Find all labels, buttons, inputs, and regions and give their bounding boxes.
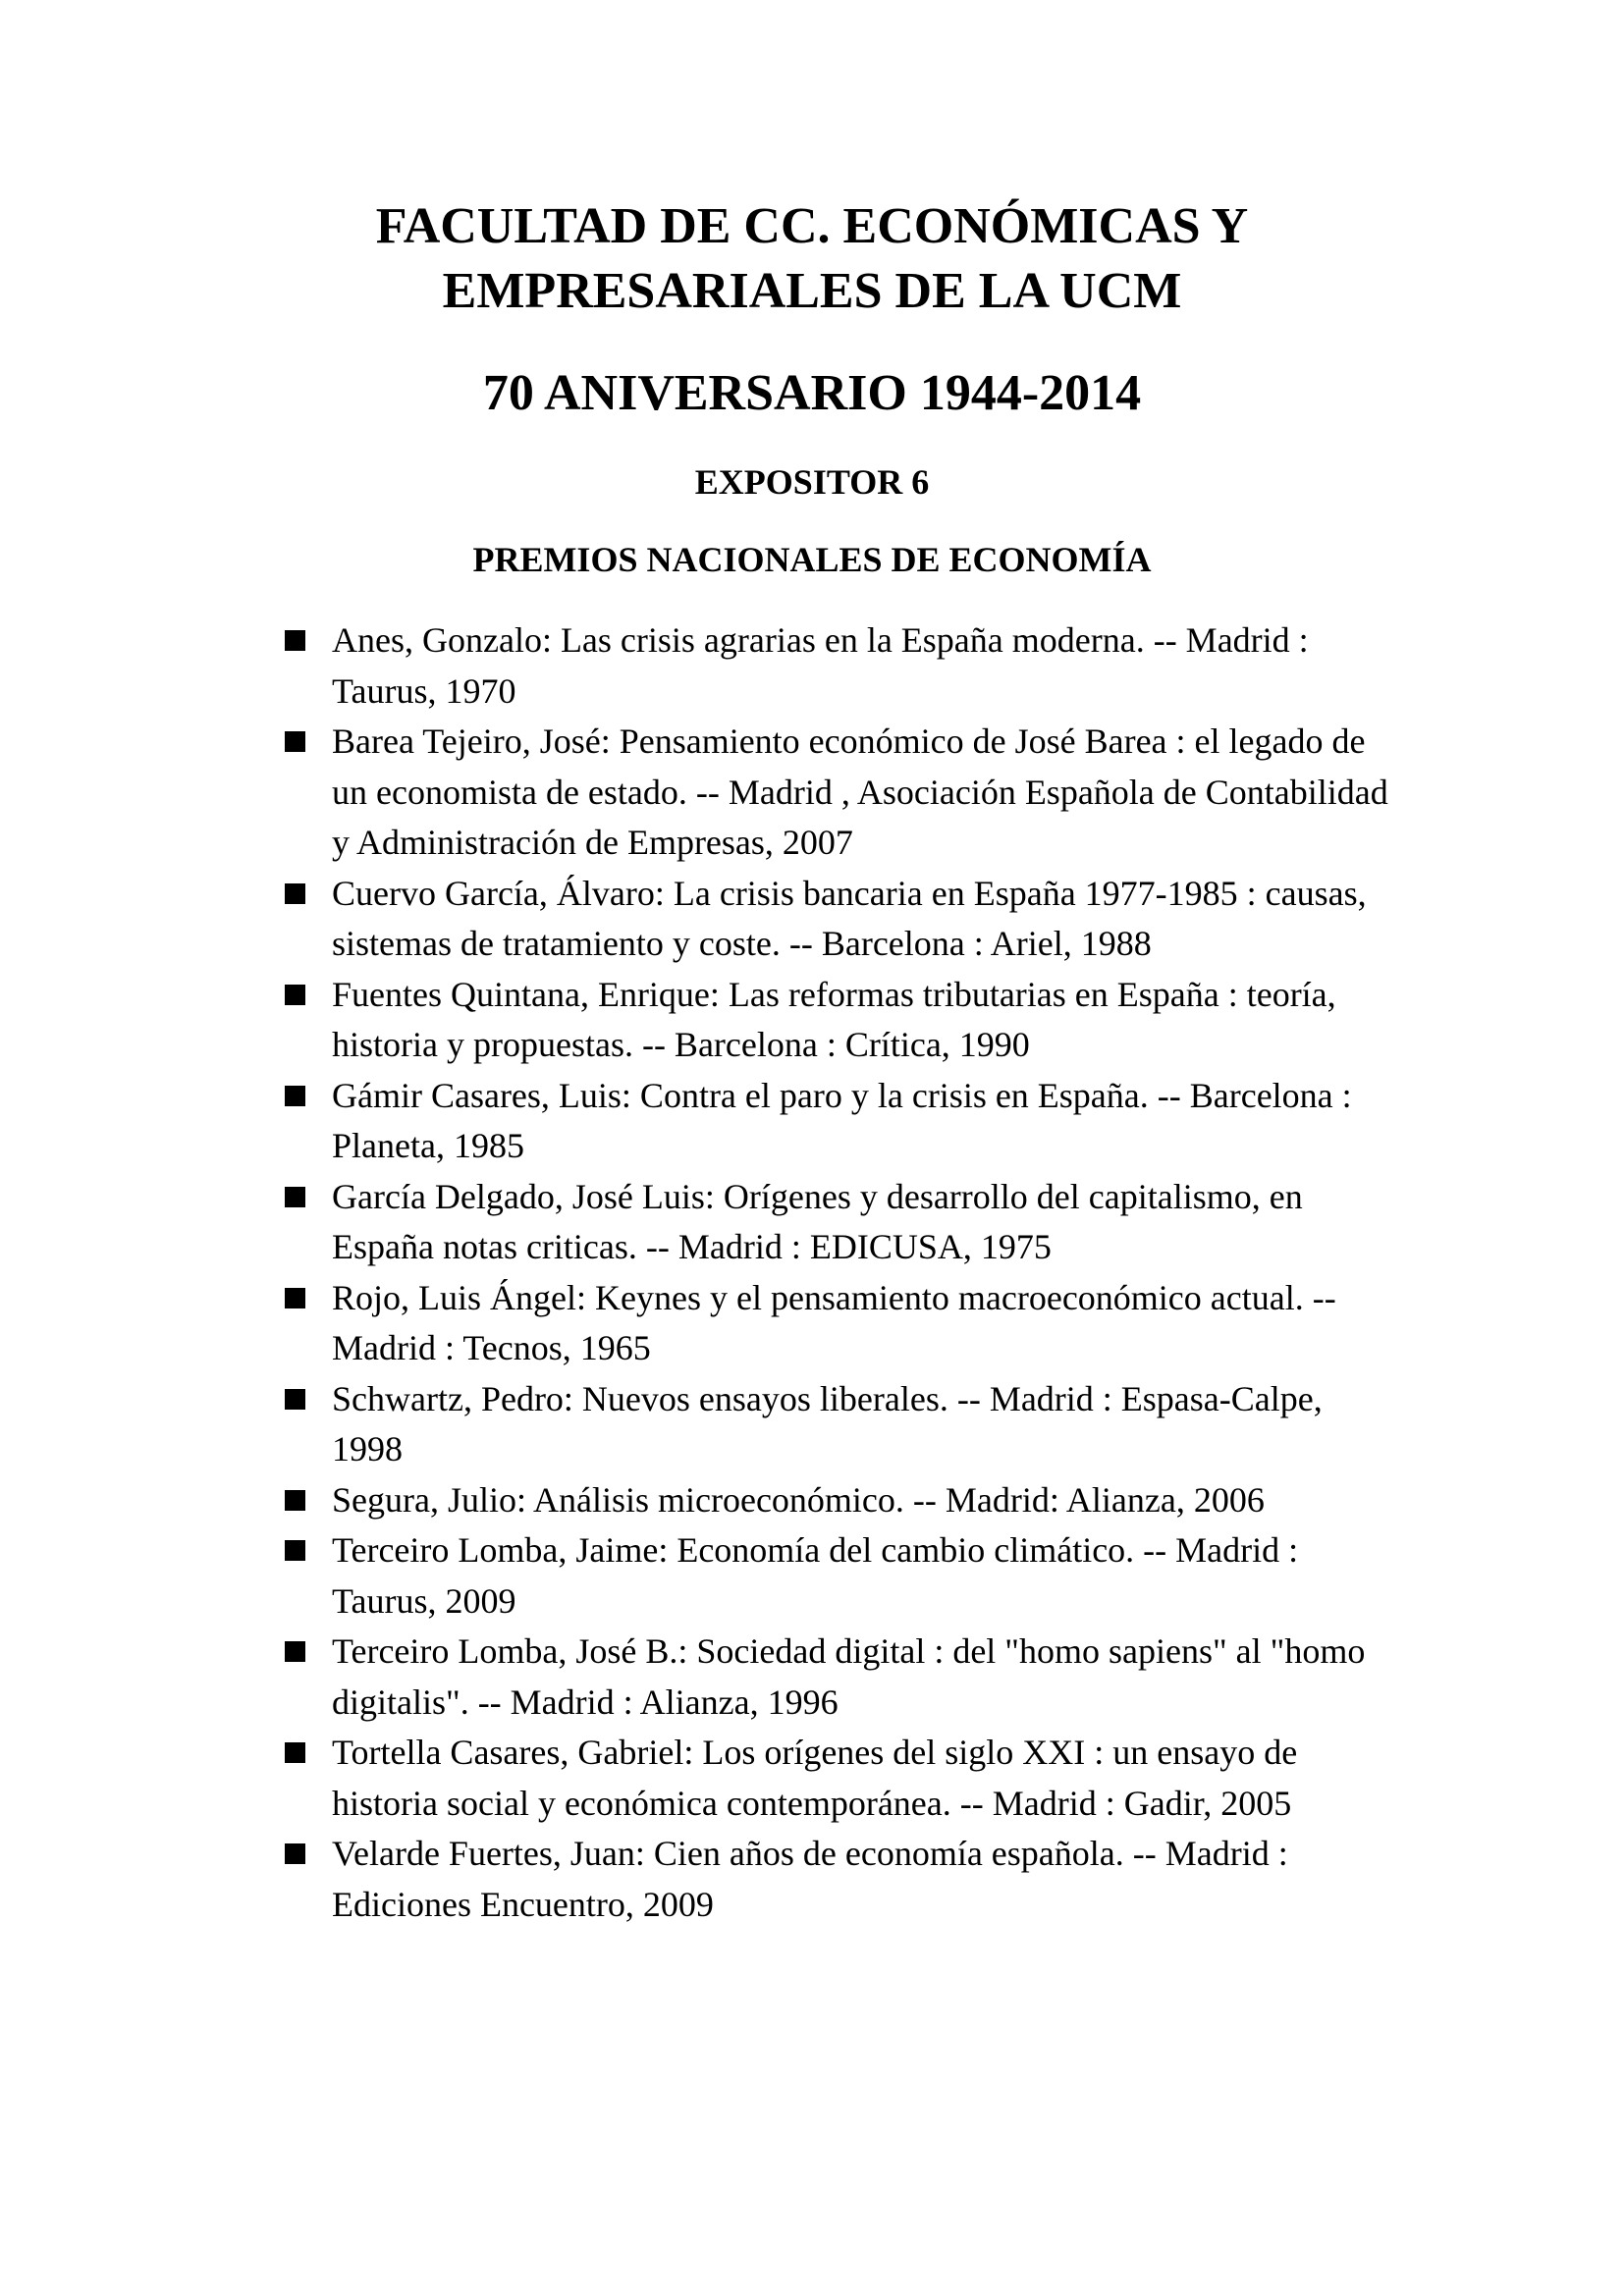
list-item <box>285 1728 1394 1829</box>
title-line-2: EMPRESARIALES DE LA UCM <box>442 263 1182 319</box>
square-bullet-icon <box>285 1490 305 1511</box>
entry-text: Fuentes Quintana, Enrique: Las reformas tributarias en España : teoría, historia y propuestas. -- Barcelona : Crítica, 1990 <box>332 974 1336 1064</box>
entry-text: Cuervo García, Álvaro: La crisis bancaria en España 1977-1985 : causas, sistemas de tratamiento y coste. -- Barcelona : Ariel, 1988 <box>332 873 1367 963</box>
entry-text: Terceiro Lomba, José B.: Sociedad digital : del "homo sapiens" al "homo digitalis". -- Madrid : Alianza, 1996 <box>332 1631 1366 1722</box>
entry-text: García Delgado, José Luis: Orígenes y desarrollo del capitalismo, en España notas criticas. -- Madrid : EDICUSA, 1975 <box>332 1176 1303 1266</box>
list-item <box>285 1172 1394 1273</box>
list-item <box>285 869 1394 970</box>
square-bullet-icon <box>285 1389 305 1410</box>
list-item <box>285 1273 1394 1374</box>
document-title <box>0 194 1624 324</box>
square-bullet-icon <box>285 883 305 904</box>
title-line-1: FACULTAD DE CC. ECONÓMICAS Y <box>375 198 1249 254</box>
square-bullet-icon <box>285 985 305 1005</box>
list-item <box>285 1071 1394 1172</box>
square-bullet-icon <box>285 731 305 752</box>
expositor-heading: EXPOSITOR 6 <box>694 462 930 502</box>
entry-text: Anes, Gonzalo: Las crisis agrarias en la España moderna. -- Madrid : Taurus, 1970 <box>332 620 1309 711</box>
entry-text: Rojo, Luis Ángel: Keynes y el pensamiento macroeconómico actual. -- Madrid : Tecnos, 1965 <box>332 1277 1336 1367</box>
entry-text: Velarde Fuertes, Juan: Cien años de economía española. -- Madrid : Ediciones Encuentro, 2009 <box>332 1834 1288 1924</box>
square-bullet-icon <box>285 1843 305 1864</box>
bibliography-list <box>285 615 1394 1930</box>
list-item <box>285 1374 1394 1475</box>
square-bullet-icon <box>285 1742 305 1763</box>
square-bullet-icon <box>285 1086 305 1106</box>
list-item <box>285 1475 1394 1526</box>
list-item <box>285 717 1394 869</box>
entry-text: Barea Tejeiro, José: Pensamiento económico de José Barea : el legado de un economista de estado. -- Madrid , Asociación Española de Contabilidad y Administración de Empresas, 2007 <box>332 721 1388 862</box>
square-bullet-icon <box>285 630 305 651</box>
list-item <box>285 615 1394 717</box>
list-item <box>285 1525 1394 1627</box>
entry-text: Segura, Julio: Análisis microeconómico. -- Madrid: Alianza, 2006 <box>332 1479 1265 1520</box>
section-title: PREMIOS NACIONALES DE ECONOMÍA <box>472 540 1152 579</box>
square-bullet-icon <box>285 1288 305 1308</box>
list-item <box>285 1829 1394 1930</box>
square-bullet-icon <box>285 1641 305 1662</box>
list-item <box>285 1627 1394 1728</box>
entry-text: Gámir Casares, Luis: Contra el paro y la crisis en España. -- Barcelona : Planeta, 1985 <box>332 1075 1352 1165</box>
anniversary-heading: 70 ANIVERSARIO 1944-2014 <box>482 365 1142 421</box>
entry-text: Terceiro Lomba, Jaime: Economía del cambio climático. -- Madrid : Taurus, 2009 <box>332 1530 1299 1621</box>
list-item <box>285 970 1394 1071</box>
square-bullet-icon <box>285 1540 305 1561</box>
entry-text: Schwartz, Pedro: Nuevos ensayos liberales. -- Madrid : Espasa-Calpe, 1998 <box>332 1378 1323 1468</box>
square-bullet-icon <box>285 1187 305 1207</box>
entry-text: Tortella Casares, Gabriel: Los orígenes del siglo XXI : un ensayo de historia social y económica contemporánea. -- Madrid : Gadir, 2005 <box>332 1733 1298 1823</box>
